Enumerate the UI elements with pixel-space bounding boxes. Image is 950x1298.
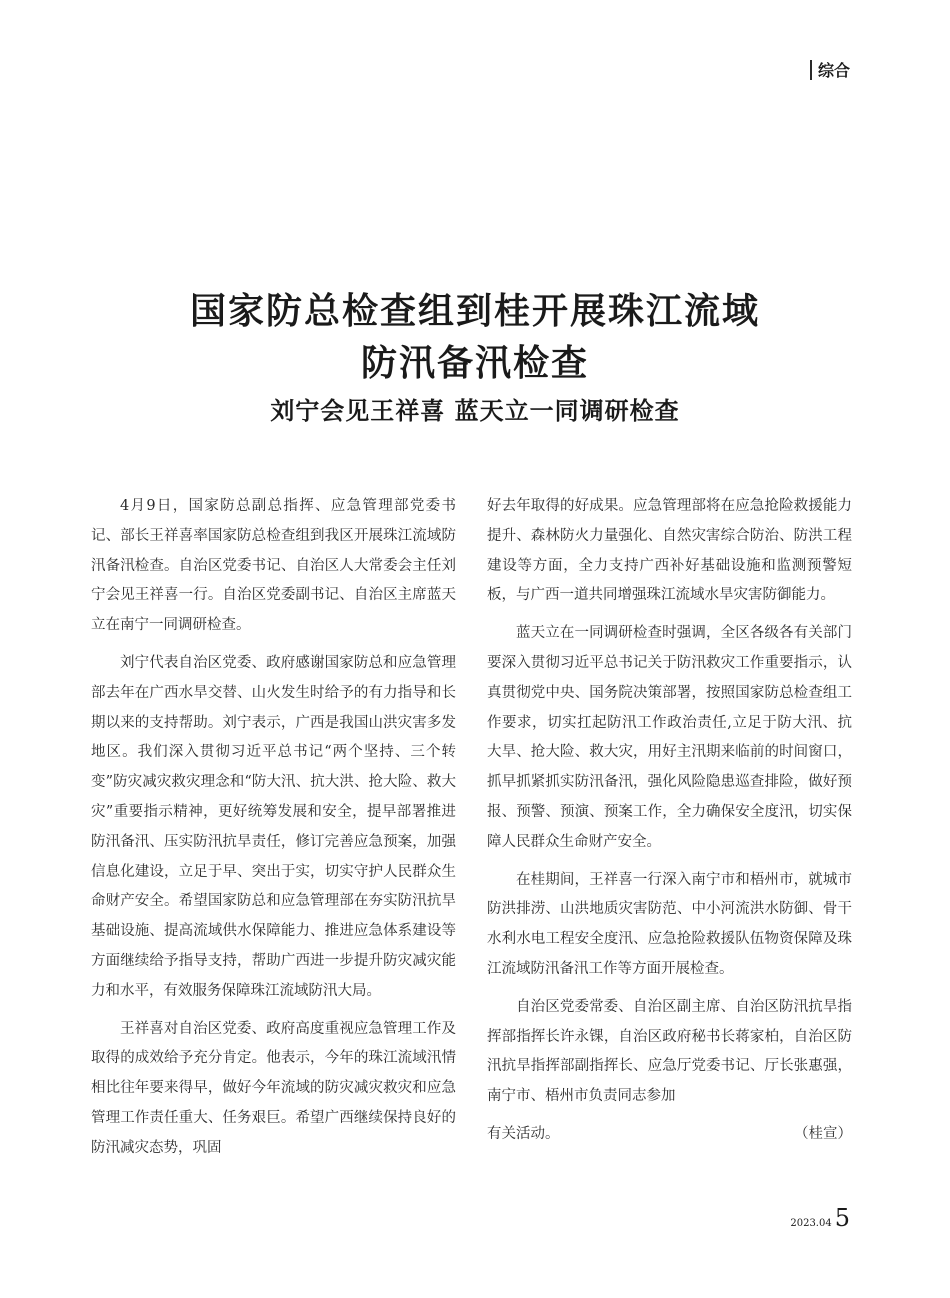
- article-right-column: [487, 492, 852, 1150]
- page-number: 5: [834, 1204, 850, 1232]
- article-paragraph: 蓝天立在一同调研检查时强调，全区各级各有关部门要深入贯彻习近平总书记关于防汛救灾工作重要指示，认真贯彻党中央、国务院决策部署，按照国家防总检查组工作要求，切实扛起防汛工作政治责任,立足于防大汛、抗大旱、抢大险、救大灾，用好主汛期来临前的时间窗口，抓早抓紧抓实防汛备汛，强化风险隐患巡查排险，做好预报、预警、预演、预案工作，全力确保安全度汛，切实保障人民群众生命财产安全。: [487, 625, 852, 850]
- subtitle: 刘宁会见王祥喜 蓝天立一同调研检查: [270, 397, 680, 425]
- article-paragraph: 王祥喜对自治区党委、政府高度重视应急管理工作及取得的成效给予充分肯定。他表示，今年的珠江流域汛情相比往年要来得早，做好今年流域的防灾减灾救灾和应急管理工作责任重大、任务艰巨。希望广西继续保持良好的防汛减灾态势，巩固: [91, 1020, 456, 1156]
- section-divider-bar: [810, 60, 812, 80]
- article-paragraph: 在桂期间，王祥喜一行深入南宁市和梧州市，就城市防洪排涝、山洪地质灾害防范、中小河流洪水防御、骨干水利水电工程安全度汛、应急抢险救援队伍物资保障及珠江流域防汛备汛工作等方面开展检查。: [487, 871, 852, 977]
- title-line-2: 防汛备汛检查: [360, 343, 589, 384]
- headline: [0, 286, 950, 428]
- issue-date: 2023.04: [790, 1218, 832, 1229]
- section-label: 综合: [817, 61, 850, 80]
- closing-tail: 有关活动。: [487, 1125, 560, 1142]
- article-paragraph: 4月9日，国家防总副总指挥、应急管理部党委书记、部长王祥喜率国家防总检查组到我区开展珠江流域防汛备汛检查。自治区党委书记、自治区人大常委会主任刘宁会见王祥喜一行。自治区党委副书记、自治区主席蓝天立在南宁一同调研检查。: [91, 498, 456, 634]
- article-paragraph: 刘宁代表自治区党委、政府感谢国家防总和应急管理部去年在广西水旱交替、山火发生时给予的有力指导和长期以来的支持帮助。刘宁表示，广西是我国山洪灾害多发地区。我们深入贯彻习近平总书记“两个坚持、三个转变”防灾减灾救灾理念和“防大汛、抗大洪、抢大险、救大灾”重要指示精神，更好统筹发展和安全，提早部署推进防汛备汛、压实防汛抗旱责任，修订完善应急预案，加强信息化建设，立足于早、突出于实，切实守护人民群众生命财产安全。希望国家防总和应急管理部在夯实防汛抗旱基础设施、提高流域供水保障能力、推进应急体系建设等方面继续给予指导支持，帮助广西进一步提升防灾减灾能力和水平，有效服务保障珠江流域防汛大局。: [91, 654, 456, 999]
- byline-row: [487, 1120, 852, 1150]
- article-paragraph-continuation: 好去年取得的好成果。应急管理部将在应急抢险救援能力提升、森林防火力量强化、自然灾害综合防治、防洪工程建设等方面，全力支持广西补好基础设施和监测预警短板，与广西一道共同增强珠江流域水旱灾害防御能力。: [487, 498, 852, 604]
- page-footer: [790, 1206, 850, 1230]
- article-closing-paragraph: [487, 993, 852, 1112]
- closing-text: 自治区党委常委、自治区副主席、自治区防汛抗旱指挥部指挥长许永锞，自治区政府秘书长蒋家柏，自治区防汛抗旱指挥部副指挥长、应急厅党委书记、厅长张惠强，南宁市、梧州市负责同志参加: [487, 998, 852, 1105]
- article-left-column: [91, 492, 456, 1172]
- title-line-1: 国家防总检查组到桂开展珠江流域: [189, 291, 760, 332]
- section-tag: [810, 58, 850, 81]
- byline: （桂宣）: [794, 1125, 852, 1142]
